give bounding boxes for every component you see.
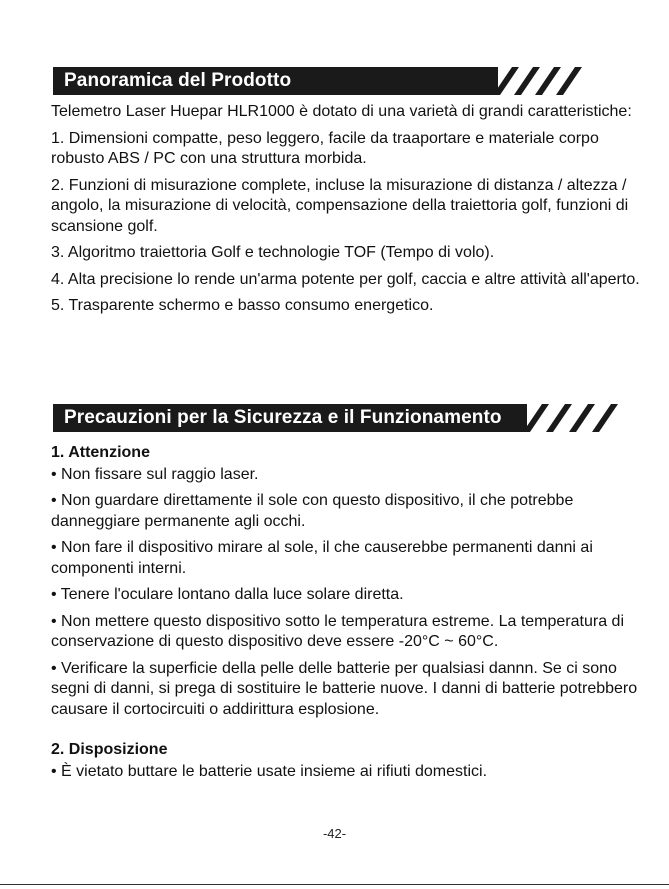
section-header-safety [53,404,623,432]
list-item: 1. Dimensioni compatte, peso leggero, facile da traaportare e materiale corpo robusto ABS / PC con una struttura morbida. [51,129,599,167]
list-item: • Tenere l'oculare lontano dalla luce solare diretta. [51,586,404,603]
slash-stripes-icon [493,67,588,95]
list-item: • È vietato buttare le batterie usate insieme ai rifiuti domestici. [51,762,488,780]
safety-content [51,443,641,788]
list-item: 4. Alta precisione lo rende un'arma potente per golf, caccia e altre attività all'aperto. [51,270,640,288]
section-header-overview [53,67,593,95]
list-item: 3. Algoritmo traiettoria Golf e technologie TOF (Tempo di volo). [51,244,495,261]
bottom-divider [0,884,669,885]
section-title: Precauzioni per la Sicurezza e il Funzionamento [64,407,502,428]
list-item: • Verificare la superficie della pelle delle batterie per qualsiasi dannn. Se ci sono segni di danni, si prega di sostituire le batterie nuove. I danni di batterie potrebbero causare il cortocircuiti o addirittura esplosione. [51,659,638,718]
intro-paragraph: Telemetro Laser Huepar HLR1000 è dotato di una varietà di grandi caratteristiche: [51,103,632,120]
subsection-heading: 2. Disposizione [51,741,168,758]
subsection-heading: 1. Attenzione [51,444,150,461]
slash-stripes-icon [523,404,623,432]
section-title: Panoramica del Prodotto [64,70,292,91]
list-item: • Non fare il dispositivo mirare al sole, il che causerebbe permanenti danni ai componenti interni. [51,539,593,577]
overview-content [51,102,641,323]
list-item: 2. Funzioni di misurazione complete, incluse la misurazione di distanza / altezza / angolo, la misurazione di velocità, compensazione della traiettoria golf, funzioni di scansione golf. [51,176,629,235]
list-item: • Non fissare sul raggio laser. [51,465,259,483]
list-item: • Non guardare direttamente il sole con questo dispositivo, il che potrebbe danneggiare permanente agli occhi. [51,492,574,530]
page-number: -42- [322,826,347,841]
list-item: 5. Trasparente schermo e basso consumo energetico. [51,297,434,314]
list-item: • Non mettere questo dispositivo sotto le temperatura estreme. La temperatura di conservazione di questo dispositivo deve essere -20°C ~ 60°C. [51,612,624,650]
